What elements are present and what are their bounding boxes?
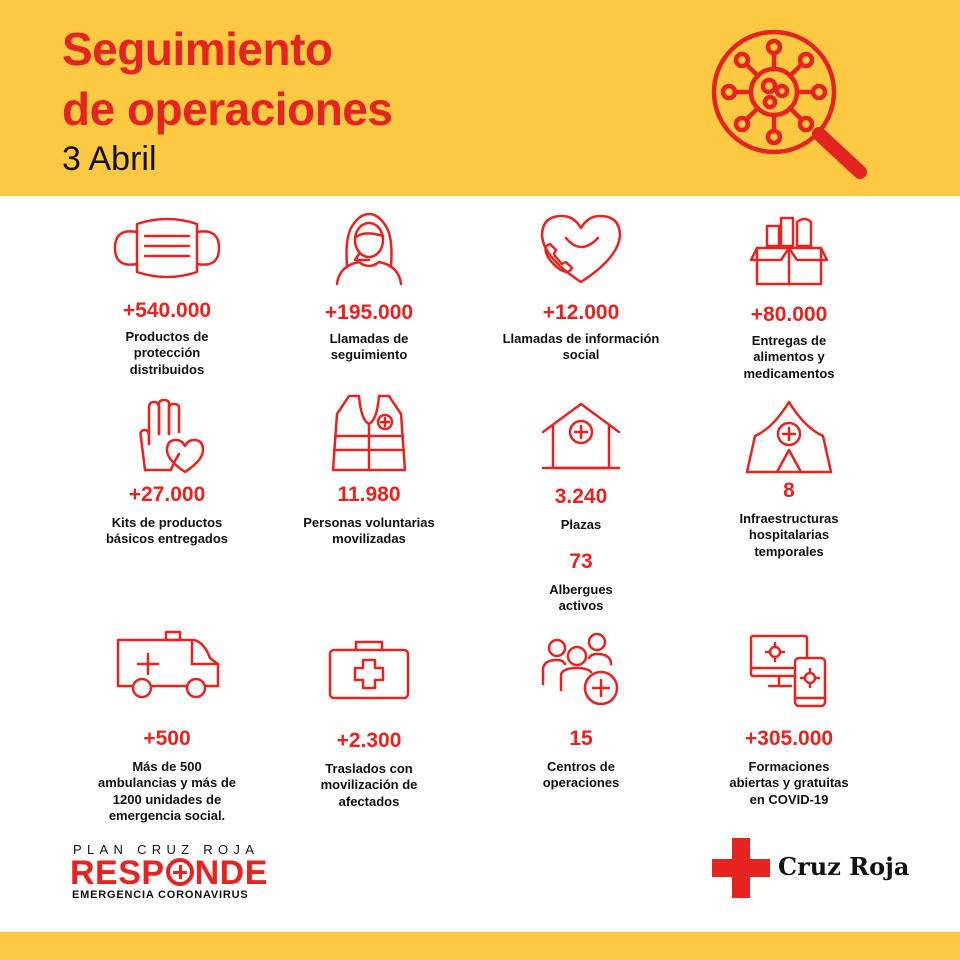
face-mask-icon: [109, 214, 225, 282]
stat-label-line: Kits de productos: [111, 515, 223, 530]
stat-label-line: Albergues: [549, 582, 613, 597]
stat-transfers: [274, 638, 464, 810]
stat-number: +27.000: [128, 483, 206, 506]
first-aid-kit-icon: [326, 638, 412, 702]
stat-label-line: activos: [558, 598, 604, 614]
plus-circle-icon: [166, 858, 194, 886]
header-band: [0, 0, 960, 196]
responde-text-start: RESP: [70, 854, 165, 892]
emergency-label: EMERGENCIA CORONAVIRUS: [72, 889, 249, 901]
stat-label-line: Productos de: [125, 329, 209, 344]
stat-number: +195.000: [324, 301, 414, 324]
stat-number: +2.300: [336, 729, 402, 752]
hand-heart-icon: [129, 398, 205, 474]
virus-magnifier-icon: [702, 22, 878, 182]
stat-label-line: Centros de: [547, 759, 615, 774]
stat-label-line: afectados: [338, 793, 400, 809]
stat-label-line: Llamadas de: [329, 331, 409, 346]
stat-label-line: emergencia social.: [108, 807, 226, 823]
stat-label-line: protección: [133, 345, 201, 361]
stat-label-line: Más de 500: [132, 759, 202, 774]
stat-label-line: operaciones: [542, 775, 620, 791]
stat-operation-centers: [486, 630, 676, 792]
stat-follow-up-calls: [274, 210, 464, 364]
stat-label-line: social: [562, 347, 600, 363]
stat-number: 11.980: [337, 483, 401, 506]
stat-number: 3.240: [554, 485, 608, 508]
volunteer-vest-icon: [329, 392, 409, 472]
report-date: 3 Abril: [62, 140, 157, 178]
stat-label-line: temporales: [754, 543, 824, 559]
stat-label-line: Plazas: [560, 517, 602, 532]
stat-label-line: Infraestructuras: [739, 511, 839, 526]
stat-label-line: Formaciones: [748, 759, 830, 774]
stat-label-line: Personas voluntarias: [303, 515, 435, 530]
plan-responde-logo: [70, 843, 295, 903]
stat-label-line: seguimiento: [330, 347, 408, 363]
stat-places: [486, 400, 676, 533]
footer-band: [0, 932, 960, 960]
group-plus-icon: [539, 630, 623, 710]
stat-food-deliveries: [694, 212, 884, 382]
stat-number: +500: [143, 727, 191, 750]
operator-headset-icon: [329, 210, 409, 286]
shelter-house-icon: [539, 400, 623, 472]
stat-number: +12.000: [542, 301, 620, 324]
stat-trainings: [694, 632, 884, 808]
stat-social-info-calls: [486, 210, 676, 364]
stat-active-shelters: [486, 551, 676, 615]
stat-number: +80.000: [750, 303, 828, 326]
stat-ambulances: [72, 628, 262, 824]
stat-temporary-hospitals: [694, 398, 884, 560]
stat-number: +540.000: [122, 299, 212, 322]
stat-number: 8: [783, 479, 795, 502]
stat-label-line: 1200 unidades de: [112, 791, 222, 807]
stat-basic-kits: [72, 398, 262, 548]
stat-label-line: alimentos y: [753, 349, 825, 365]
stat-volunteers: [274, 392, 464, 548]
cruz-roja-logo: [712, 838, 910, 902]
stat-label-line: Entregas de: [751, 333, 827, 348]
field-hospital-tent-icon: [743, 398, 835, 474]
responde-text-end: NDE: [194, 854, 268, 892]
stat-label-line: movilizadas: [332, 531, 406, 547]
stat-number: 15: [569, 727, 593, 750]
food-box-icon: [749, 212, 829, 286]
plan-label: PLAN CRUZ ROJA: [73, 842, 260, 857]
ambulance-icon: [112, 628, 222, 700]
stat-label-line: hospitalarias: [748, 527, 830, 543]
stat-label-line: básicos entregados: [105, 531, 229, 547]
page-title-line-1: Seguimiento: [62, 23, 333, 75]
stat-number: +305.000: [744, 727, 834, 750]
heart-phone-icon: [536, 210, 626, 286]
stat-label-line: distribuidos: [129, 361, 205, 377]
stat-label-line: abiertas y gratuitas: [729, 775, 849, 791]
stat-label-line: medicamentos: [743, 365, 835, 381]
devices-virus-icon: [747, 632, 831, 710]
page-title-line-2: de operaciones: [62, 83, 393, 135]
brand-name: Cruz Roja: [778, 852, 910, 881]
stat-label-line: Traslados con: [325, 761, 413, 776]
stat-protection-products: [72, 214, 262, 378]
stat-label-line: ambulancias y más de: [97, 775, 236, 791]
red-cross-icon: [712, 838, 770, 898]
stat-label-line: movilización de: [320, 777, 418, 793]
stat-label-line: en COVID-19: [749, 791, 829, 807]
stat-number: 73: [569, 550, 593, 573]
responde-wordmark: [70, 856, 268, 890]
stat-label-line: Llamadas de información: [502, 331, 660, 346]
